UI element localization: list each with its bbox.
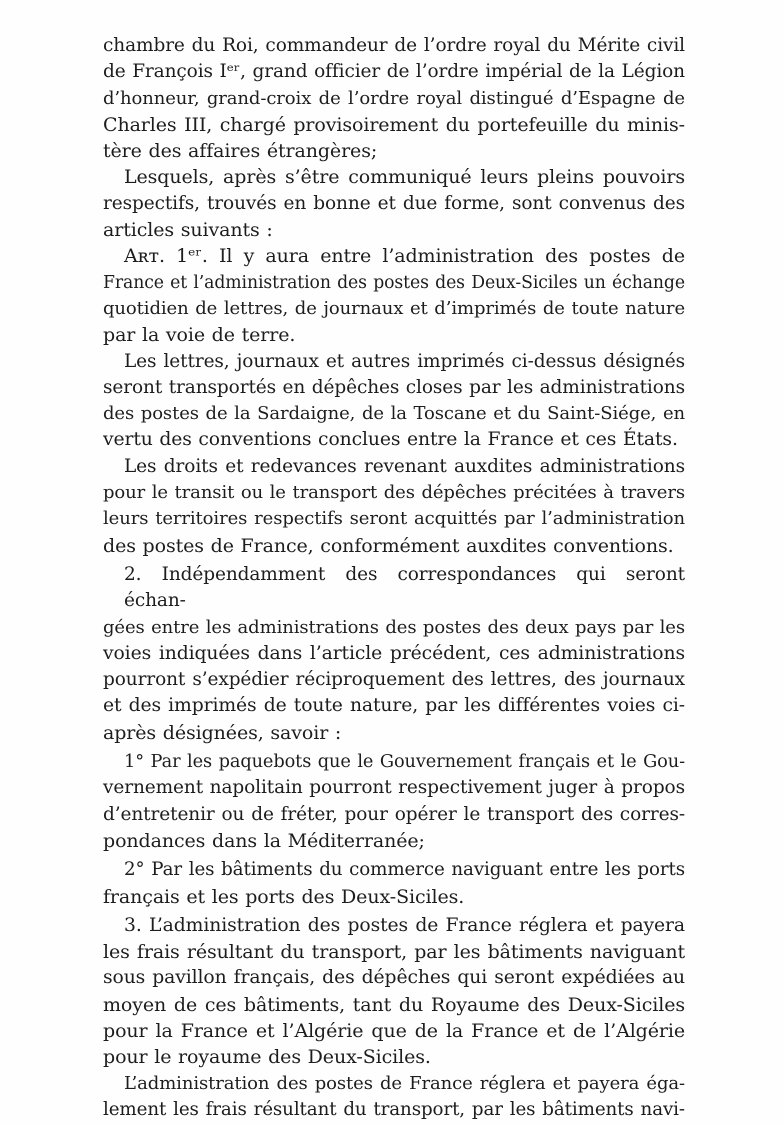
text-line: d’entretenir ou de fréter, pour opérer le transport des corres-: [103, 803, 685, 825]
text-line: moyen de ces bâtiments, tant du Royaume des Deux-Siciles: [103, 993, 685, 1016]
text-line: des postes de la Sardaigne, de la Toscane et du Saint-Siége, en: [103, 403, 685, 425]
text-line: France et l’administration des postes des Deux-Siciles un échange: [103, 272, 685, 293]
text-line: quotidien de lettres, de journaux et d’imprimés de toute nature: [103, 297, 685, 319]
paragraph-article-2-item-1: [103, 749, 685, 854]
paragraph-article-2-item-2: [103, 857, 685, 910]
text-line: voies indiquées dans l’article précédent, ces administrations: [103, 642, 685, 664]
text-line: pondances dans la Méditerranée;: [103, 829, 425, 852]
text-line: Aʀᴛ. 1ᵉʳ. Il y aura entre l’administration des postes de: [124, 245, 685, 268]
text-line: leurs territoires respectifs seront acquittés par l’administration: [103, 508, 685, 530]
text-line: seront transportés en dépêches closes par les administrations: [103, 376, 685, 398]
text-line: pourront s’expédier réciproquement des lettres, des journaux: [103, 669, 685, 691]
text-line: par la voie de terre.: [103, 324, 296, 347]
text-line: 1° Par les paquebots que le Gouvernement français et le Gou-: [124, 752, 685, 773]
paragraph-article-3-alinea-2: [103, 1071, 685, 1124]
paragraph-article-1-alinea-2: [103, 349, 685, 454]
text-line: tère des affaires étrangères;: [103, 140, 378, 163]
text-line: 3. L’administration des postes de France réglera et payera: [124, 914, 685, 936]
text-block: [103, 33, 685, 1123]
text-line: articles suivants :: [103, 219, 273, 242]
paragraph-preamble: [103, 164, 685, 243]
text-line: gées entre les administrations des postes des deux pays par les: [103, 616, 685, 638]
text-line: pour la France et l’Algérie que de la France et de l’Algérie: [103, 1019, 685, 1042]
text-line: des postes de France, conformément auxdites conventions.: [103, 534, 674, 557]
text-line: vertu des conventions conclues entre la France et ces États.: [103, 429, 678, 451]
paragraph-article-3: [103, 913, 685, 1071]
text-line: d’honneur, grand-croix de l’ordre royal distingué d’Espagne de: [103, 87, 685, 109]
text-line: les frais résultant du transport, par les bâtiments naviguant: [103, 941, 685, 964]
text-line: 2. Indépendamment des correspondances qui seront échan-: [124, 563, 685, 612]
text-line: après désignées, savoir :: [103, 721, 342, 744]
text-line: chambre du Roi, commandeur de l’ordre royal du Mérite civil: [103, 35, 685, 56]
paragraph-continuation-titles: [103, 33, 685, 164]
text-line: pour le transit ou le transport des dépêches précitées à travers: [103, 482, 685, 504]
paragraph-article-1: [103, 243, 685, 348]
text-line: Les droits et redevances revenant auxdites administrations: [124, 455, 685, 477]
text-line: L’administration des postes de France réglera et payera éga-: [124, 1072, 685, 1094]
text-line: Lesquels, après s’être communiqué leurs pleins pouvoirs: [124, 166, 685, 189]
paragraph-article-1-alinea-3: [103, 454, 685, 559]
text-line: 2° Par les bâtiments du commerce naviguant entre les ports: [124, 859, 685, 881]
text-line: de François Iᵉʳ, grand officier de l’ordre impérial de la Légion: [103, 61, 685, 83]
text-line: et des imprimés de toute nature, par les différentes voies ci-: [103, 695, 685, 717]
text-line: sous pavillon français, des dépêches qui seront expédiées au: [103, 967, 685, 989]
text-line: lement les frais résultant du transport, par les bâtiments navi-: [103, 1098, 685, 1120]
text-line: respectifs, trouvés en bonne et due forme, sont convenus des: [103, 192, 685, 214]
text-line: Les lettres, journaux et autres imprimés ci-dessus désignés: [124, 350, 685, 372]
text-line: pour le royaume des Deux-Siciles.: [103, 1046, 431, 1069]
text-line: Charles III, chargé provisoirement du portefeuille du minis-: [103, 113, 685, 136]
paragraph-article-2: [103, 562, 685, 746]
text-line: français et les ports des Deux-Siciles.: [103, 885, 465, 908]
text-line: vernement napolitain pourront respectivement juger à propos: [103, 777, 685, 799]
